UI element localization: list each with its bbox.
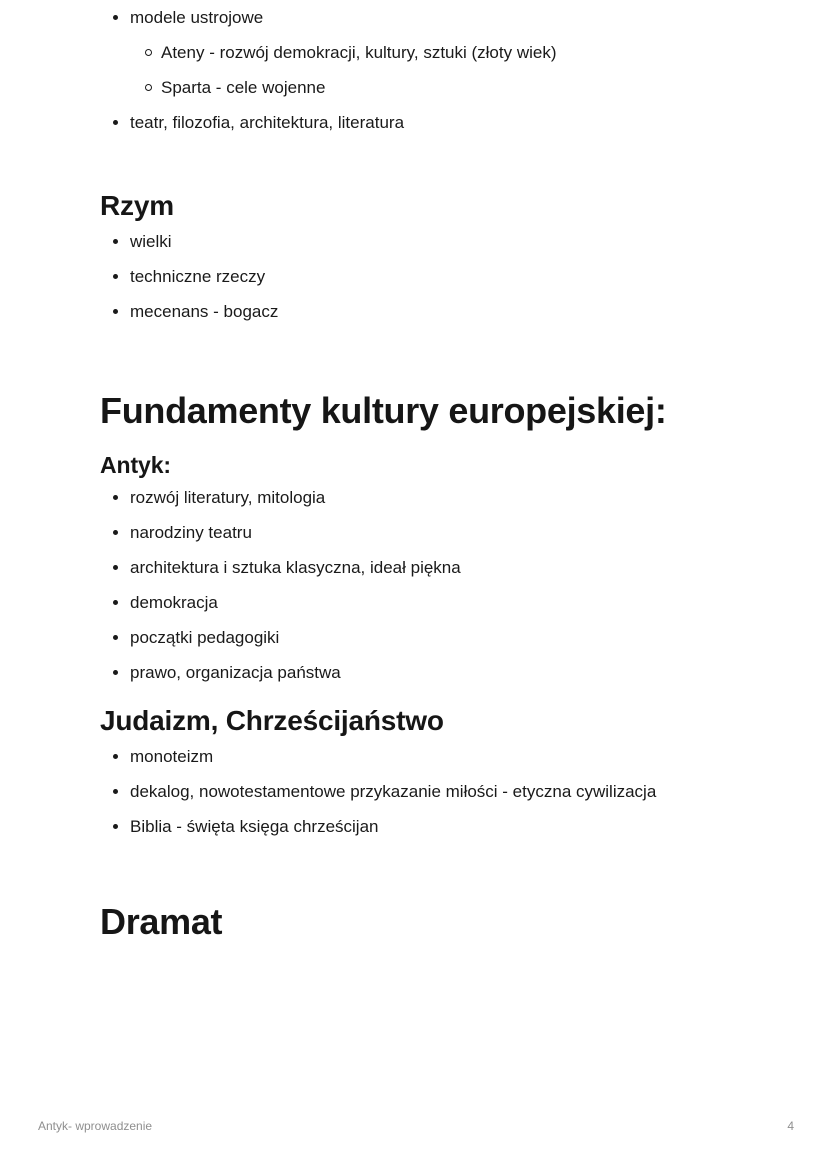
list-item [100, 550, 786, 585]
list-item-text: prawo, organizacja państwa [130, 662, 341, 682]
list-item-text: Ateny - rozwój demokracji, kultury, sztuki (złoty wiek) [161, 42, 557, 62]
bullet-disc-icon [100, 521, 130, 545]
list-item-text: modele ustrojowe [130, 7, 264, 27]
list-item-text: demokracja [130, 592, 218, 612]
bullet-disc-icon [100, 591, 130, 615]
list-item-text: Sparta - cele wojenne [161, 77, 326, 97]
bullet-disc-icon [100, 556, 130, 580]
page-footer [0, 1118, 828, 1134]
list-item-text: teatr, filozofia, architektura, literatura [130, 112, 405, 132]
heading-dramat: Dramat [100, 901, 223, 942]
list-item [100, 480, 786, 515]
bullet-disc-icon [100, 265, 130, 289]
list-item-text: mecenans - bogacz [130, 301, 279, 321]
list-item [100, 224, 786, 259]
bullet-disc-icon [100, 745, 130, 769]
list-item [100, 809, 786, 844]
list-item [100, 0, 786, 35]
list-item [136, 35, 786, 70]
list-item-text: techniczne rzeczy [130, 266, 266, 286]
bullet-list-intro [100, 0, 786, 140]
list-item-text: początki pedagogiki [130, 627, 280, 647]
bullet-disc-icon [100, 111, 130, 135]
list-item-text: architektura i sztuka klasyczna, ideał piękna [130, 557, 461, 577]
heading-antyk: Antyk: [100, 452, 171, 478]
bullet-disc-icon [100, 486, 130, 510]
bullet-disc-icon [100, 626, 130, 650]
bullet-disc-icon [100, 6, 130, 30]
bullet-circle-icon [136, 76, 161, 100]
list-item-text: Biblia - święta księga chrześcijan [130, 816, 379, 836]
list-item [100, 105, 786, 140]
list-item [100, 655, 786, 690]
list-item [100, 620, 786, 655]
list-item-text: narodziny teatru [130, 522, 252, 542]
heading-rzym: Rzym [100, 190, 174, 221]
list-item [100, 515, 786, 550]
list-item [100, 774, 786, 809]
list-item-text: dekalog, nowotestamentowe przykazanie miłości - etyczna cywilizacja [130, 781, 657, 801]
bullet-list-judaizm [100, 739, 786, 844]
list-item [100, 739, 786, 774]
list-item [136, 70, 786, 105]
list-item-text: wielki [130, 231, 172, 251]
list-item [100, 294, 786, 329]
bullet-disc-icon [100, 230, 130, 254]
bullet-disc-icon [100, 300, 130, 324]
bullet-circle-icon [136, 41, 161, 65]
bullet-disc-icon [100, 815, 130, 839]
bullet-list-antyk [100, 480, 786, 690]
bullet-list-rzym [100, 224, 786, 329]
list-item [100, 585, 786, 620]
heading-fundamenty: Fundamenty kultury europejskiej: [100, 390, 667, 431]
list-item-text: monoteizm [130, 746, 214, 766]
list-item-text: rozwój literatury, mitologia [130, 487, 326, 507]
bullet-disc-icon [100, 780, 130, 804]
heading-judaizm: Judaizm, Chrześcijaństwo [100, 705, 444, 736]
list-item [100, 259, 786, 294]
footer-document-title: Antyk- wprowadzenie [38, 1119, 153, 1133]
footer-page-number: 4 [787, 1119, 794, 1133]
bullet-disc-icon [100, 661, 130, 685]
